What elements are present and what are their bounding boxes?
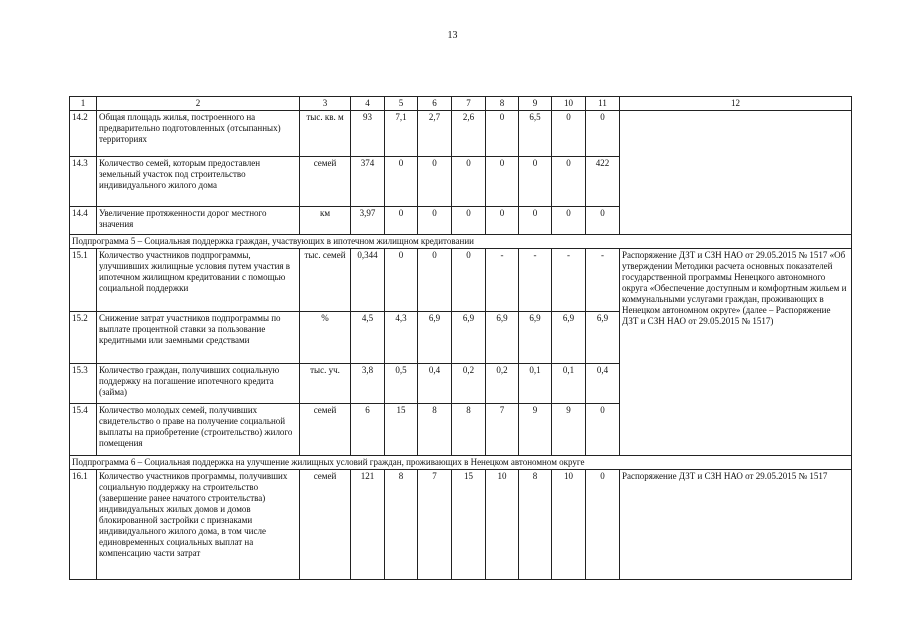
col-header: 9 xyxy=(519,97,552,111)
table-row xyxy=(70,470,852,580)
value-cell: 8 xyxy=(452,404,486,456)
row-number: 14.2 xyxy=(70,111,97,157)
value-cell: 6,9 xyxy=(552,312,586,364)
value-cell: 0,2 xyxy=(452,364,486,404)
value-cell: 15 xyxy=(385,404,418,456)
value-cell: 10 xyxy=(552,470,586,580)
value-cell: - xyxy=(486,249,519,312)
value-cell: 6,5 xyxy=(519,111,552,157)
col-header: 8 xyxy=(486,97,519,111)
row-number: 15.3 xyxy=(70,364,97,404)
value-cell: 93 xyxy=(351,111,385,157)
value-cell: 0 xyxy=(586,470,620,580)
value-cell: 15 xyxy=(452,470,486,580)
value-cell: 6 xyxy=(351,404,385,456)
value-cell: 3,97 xyxy=(351,207,385,235)
value-cell: 121 xyxy=(351,470,385,580)
value-cell: 0,4 xyxy=(586,364,620,404)
indicator-name: Количество граждан, получивших социальную поддержку на погашение ипотечного кредита (займа) xyxy=(97,364,300,404)
table-row xyxy=(70,111,852,157)
value-cell: 0,1 xyxy=(519,364,552,404)
indicator-name: Количество участников программы, получивших социальную поддержку на строительство (завершение ранее начатого строительства) индивидуальных жилых домов и домов блокированной застройки с признаками индивидуального жилого дома, в том числе единовременных социальных выплат на компенсацию части затрат xyxy=(97,470,300,580)
section-title: Подпрограмма 5 – Социальная поддержка граждан, участвующих в ипотечном жилищном кредитовании xyxy=(70,235,852,249)
value-cell: 0 xyxy=(452,249,486,312)
value-cell: - xyxy=(552,249,586,312)
value-cell: 0 xyxy=(418,207,452,235)
value-cell: 0,344 xyxy=(351,249,385,312)
value-cell: 4,5 xyxy=(351,312,385,364)
value-cell: 7,1 xyxy=(385,111,418,157)
value-cell: 0 xyxy=(418,157,452,207)
indicator-unit: тыс. уч. xyxy=(300,364,351,404)
indicator-name: Количество молодых семей, получивших свидетельство о праве на получение социальной выплаты на приобретение (строительство) жилого помещения xyxy=(97,404,300,456)
indicator-unit: тыс. кв. м xyxy=(300,111,351,157)
indicator-unit: семей xyxy=(300,157,351,207)
indicator-name: Снижение затрат участников подпрограммы по выплате процентной ставки за пользование кредитными или заемными средствами xyxy=(97,312,300,364)
row-number: 15.4 xyxy=(70,404,97,456)
value-cell: 0 xyxy=(452,207,486,235)
value-cell: 3,8 xyxy=(351,364,385,404)
value-cell: 6,9 xyxy=(486,312,519,364)
indicator-unit: % xyxy=(300,312,351,364)
value-cell: - xyxy=(519,249,552,312)
col-header: 2 xyxy=(97,97,300,111)
col-header: 1 xyxy=(70,97,97,111)
section-title: Подпрограмма 6 – Социальная поддержка на улучшение жилищных условий граждан, проживающих в Ненецком автономном округе xyxy=(70,456,852,470)
col-header: 6 xyxy=(418,97,452,111)
indicator-unit: семей xyxy=(300,404,351,456)
value-cell: 0 xyxy=(385,157,418,207)
value-cell: 6,9 xyxy=(418,312,452,364)
value-cell: 9 xyxy=(519,404,552,456)
value-cell: 0 xyxy=(385,249,418,312)
value-cell: 0 xyxy=(519,157,552,207)
value-cell: 6,9 xyxy=(519,312,552,364)
value-cell: 0,5 xyxy=(385,364,418,404)
value-cell: 0 xyxy=(552,111,586,157)
value-cell: 8 xyxy=(418,404,452,456)
col-header: 5 xyxy=(385,97,418,111)
indicator-name: Увеличение протяженности дорог местного значения xyxy=(97,207,300,235)
row-number: 14.3 xyxy=(70,157,97,207)
page-number: 13 xyxy=(447,30,458,41)
value-cell: 2,6 xyxy=(452,111,486,157)
value-cell: 0 xyxy=(385,207,418,235)
indicators-table xyxy=(69,96,852,580)
indicator-name: Общая площадь жилья, построенного на предварительно подготовленных (отсыпанных) территориях xyxy=(97,111,300,157)
row-number: 14.4 xyxy=(70,207,97,235)
row-number: 15.2 xyxy=(70,312,97,364)
col-header: 11 xyxy=(586,97,620,111)
indicator-name: Количество участников подпрограммы, улучшивших жилищные условия путем участия в ипотечном жилищном кредитовании с помощью социальной поддержки xyxy=(97,249,300,312)
indicator-name: Количество семей, которым предоставлен земельный участок под строительство индивидуального жилого дома xyxy=(97,157,300,207)
col-header: 4 xyxy=(351,97,385,111)
value-cell: 8 xyxy=(519,470,552,580)
col-header: 7 xyxy=(452,97,486,111)
value-cell: 7 xyxy=(418,470,452,580)
indicator-unit: семей xyxy=(300,470,351,580)
col-header: 3 xyxy=(300,97,351,111)
value-cell: 0,1 xyxy=(552,364,586,404)
col-header: 10 xyxy=(552,97,586,111)
value-cell: 8 xyxy=(385,470,418,580)
row-number: 16.1 xyxy=(70,470,97,580)
value-cell: 0 xyxy=(486,207,519,235)
value-cell: 374 xyxy=(351,157,385,207)
value-cell: 6,9 xyxy=(586,312,620,364)
section-row xyxy=(70,456,852,470)
value-cell: 0 xyxy=(586,111,620,157)
value-cell: 9 xyxy=(552,404,586,456)
value-cell: 0 xyxy=(552,157,586,207)
value-cell: 2,7 xyxy=(418,111,452,157)
value-cell: 422 xyxy=(586,157,620,207)
value-cell: - xyxy=(586,249,620,312)
source-cell-empty xyxy=(620,111,852,235)
indicator-unit: км xyxy=(300,207,351,235)
value-cell: 10 xyxy=(486,470,519,580)
value-cell: 0 xyxy=(418,249,452,312)
value-cell: 6,9 xyxy=(452,312,486,364)
value-cell: 0 xyxy=(586,404,620,456)
column-number-row xyxy=(70,97,852,111)
table-row xyxy=(70,249,852,312)
value-cell: 0 xyxy=(486,157,519,207)
value-cell: 0 xyxy=(452,157,486,207)
source-document: Распоряжение ДЗТ и СЗН НАО от 29.05.2015 № 1517 xyxy=(620,470,852,580)
value-cell: 7 xyxy=(486,404,519,456)
row-number: 15.1 xyxy=(70,249,97,312)
value-cell: 4,3 xyxy=(385,312,418,364)
section-row xyxy=(70,235,852,249)
indicator-unit: тыс. семей xyxy=(300,249,351,312)
value-cell: 0 xyxy=(586,207,620,235)
value-cell: 0 xyxy=(552,207,586,235)
value-cell: 0,4 xyxy=(418,364,452,404)
value-cell: 0,2 xyxy=(486,364,519,404)
value-cell: 0 xyxy=(486,111,519,157)
source-document: Распоряжение ДЗТ и СЗН НАО от 29.05.2015 № 1517 «Об утверждении Методики расчета основных показателей государственной программы Ненецкого автономного округа «Обеспечение доступным и комфортным жильем и коммунальными услугами граждан, проживающих в Ненецком автономном округе» (далее – Распоряжение ДЗТ и СЗН НАО от 29.05.2015 № 1517) xyxy=(620,249,852,456)
value-cell: 0 xyxy=(519,207,552,235)
col-header: 12 xyxy=(620,97,852,111)
